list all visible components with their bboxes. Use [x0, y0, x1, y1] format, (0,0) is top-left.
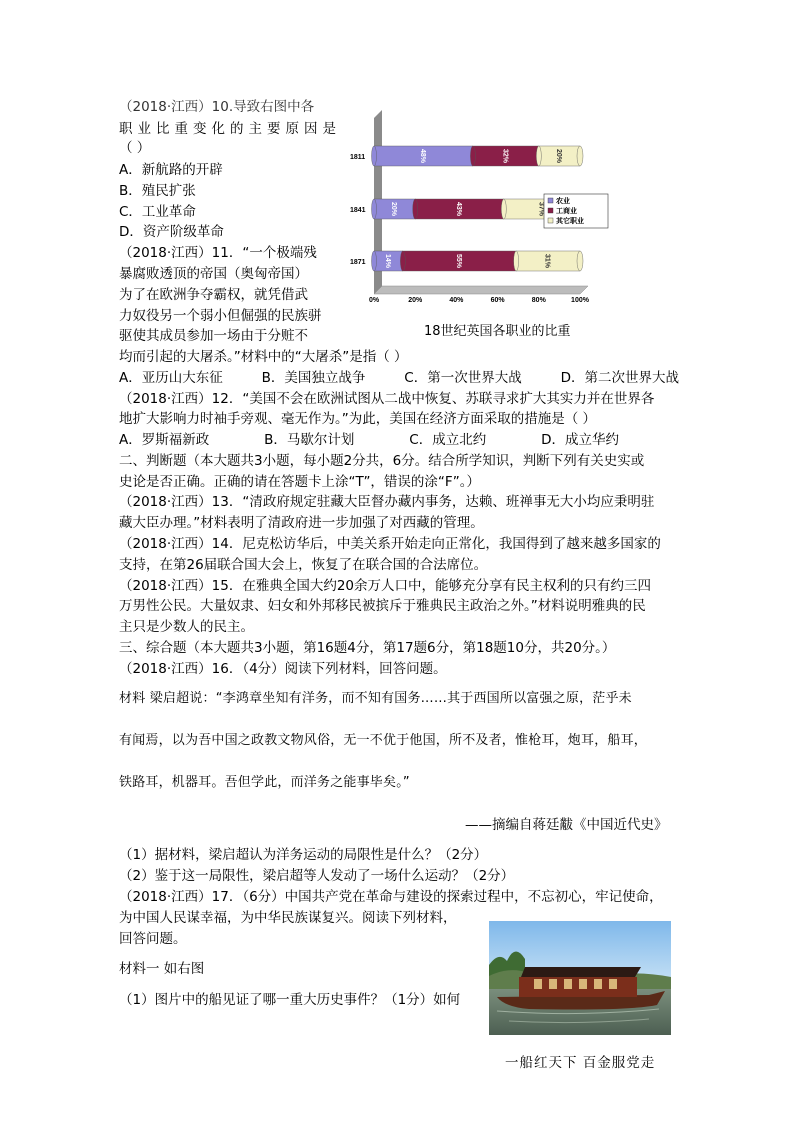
- bar-segment-cap: [400, 251, 405, 271]
- legend-label: 农业: [556, 198, 570, 205]
- q16-material-line2: 有闻焉，以为吾中国之政教文物风俗，无一不优于他国，所不及者，惟枪耳，炮耳，船耳，: [119, 733, 648, 748]
- bar-segment-cap: [372, 146, 377, 166]
- legend-swatch: [548, 198, 553, 203]
- bar-value-label: 43%: [454, 201, 462, 217]
- bar-value-label: 55%: [454, 253, 462, 269]
- q14-line1: （2018·江西）14．尼克松访华后，中美关系开始走向正常化，我国得到了越来越多国家的: [119, 536, 661, 552]
- q12-option-a: A．罗斯福新政: [119, 432, 210, 448]
- q12-option-c: C．成立北约: [409, 432, 487, 448]
- q10-option-b: B．殖民扩张: [119, 183, 196, 199]
- q13-line2: 藏大臣办理。”材料表明了清政府进一步加强了对西藏的管理。: [119, 515, 484, 531]
- q16-material-line3: 铁路耳，机器耳。吾但学此，而洋务之能事毕矣。”: [119, 775, 410, 790]
- chart-floor: [374, 286, 588, 294]
- q10-option-d: D．资产阶级革命: [119, 224, 224, 240]
- q10-line2: 职业比重变化的主要原因是: [119, 121, 341, 137]
- bar-value-label: 14%: [383, 253, 391, 269]
- bar-value-label: 20%: [554, 148, 562, 164]
- category-label: 1841: [350, 207, 366, 214]
- x-tick-label: 60%: [490, 297, 505, 304]
- q11-line6: 均而引起的大屠杀。”材料中的“大屠杀”是指（ ）: [119, 349, 408, 365]
- category-label: 1811: [350, 154, 366, 161]
- chart-x-ticks: [369, 297, 590, 304]
- q11-line2: 暴腐败透顶的帝国（奥匈帝国）: [119, 266, 308, 282]
- red-boat-photo: [489, 921, 671, 1035]
- bar-end-cap: [577, 146, 583, 166]
- x-tick-label: 40%: [449, 297, 464, 304]
- q11-option-b: B．美国独立战争: [261, 370, 366, 386]
- bar-segment-cap: [514, 251, 519, 271]
- q17-line2: 为中国人民谋幸福，为中华民族谋复兴。阅读下列材料，: [119, 910, 457, 926]
- legend-label: 工商业: [556, 208, 577, 215]
- occupation-chart: [348, 106, 610, 304]
- bar-end-cap: [577, 251, 583, 271]
- bar-segment-cap: [470, 146, 475, 166]
- legend-swatch: [548, 208, 553, 213]
- q11-options: [119, 368, 679, 388]
- q16-line1: （2018·江西）16．（4分）阅读下列材料，回答问题。: [119, 661, 447, 677]
- q14-line2: 支持，在第26届联合国大会上，恢复了在联合国的合法席位。: [119, 557, 488, 573]
- chart-title: 18世纪英国各职业的比重: [424, 324, 571, 339]
- bar-value-label: 37%: [537, 201, 545, 217]
- section3-line1: 三、综合题（本大题共3小题，第16题4分，第17题6分，第18题10分，共20分。）: [119, 640, 616, 656]
- q16-source: ——摘编自蒋廷黻《中国近代史》: [465, 817, 668, 833]
- q11-option-d: D．第二次世界大战: [560, 370, 679, 386]
- bar-value-label: 20%: [390, 201, 398, 217]
- bar-segment-cap: [501, 199, 506, 219]
- category-label: 1871: [350, 259, 366, 266]
- x-tick-label: 100%: [571, 297, 589, 304]
- q10-line1: （2018·江西）10.导致右图中各: [119, 99, 315, 115]
- q11-line4: 力奴役另一个弱小但倔强的民族骈: [119, 308, 322, 324]
- q12-option-d: D．成立华约: [541, 432, 619, 448]
- legend-swatch: [548, 218, 553, 223]
- x-tick-label: 0%: [368, 297, 380, 304]
- q17-line3: 回答问题。: [119, 931, 187, 947]
- bar-segment-cap: [413, 199, 418, 219]
- legend-label: 其它职业: [556, 218, 584, 225]
- section2-line1: 二、判断题（本大题共3小题，每小题2分共，6分。结合所学知识，判断下列有关史实或: [119, 453, 645, 469]
- q16-sub2: （2）鉴于这一局限性，梁启超等人发动了一场什么运动？（2分）: [119, 868, 515, 884]
- photo-caption: 一船红天下 百金服党走: [505, 1055, 656, 1071]
- q11-option-a: A．亚历山大东征: [119, 370, 223, 386]
- bar-segment-cap: [372, 251, 377, 271]
- q10-option-a: A．新航路的开辟: [119, 162, 223, 178]
- x-tick-label: 80%: [531, 297, 546, 304]
- q16-material-line1: 材料 梁启超说：“李鸿章坐知有洋务，而不知有国务……其于西国所以富强之原，茫乎未: [119, 691, 632, 706]
- q12-line1: （2018·江西）12．“美国不会在欧洲试图从二战中恢复、苏联寻求扩大其实力并在世界各: [119, 391, 655, 407]
- bar-value-label: 31%: [543, 253, 551, 269]
- q15-line2: 万男性公民。大量奴隶、妇女和外邦移民被摈斥于雅典民主政治之外。”材料说明雅典的民: [119, 598, 646, 614]
- section2-line2: 史论是否正确。正确的请在答题卡上涂“T”，错误的涂“F”。）: [119, 474, 480, 490]
- q11-line3: 为了在欧洲争夺霸权，就凭借武: [119, 287, 308, 303]
- q13-line1: （2018·江西）13．“清政府规定驻藏大臣督办藏内事务，达赖、班禅事无大小均应秉明驻: [119, 494, 655, 510]
- q11-line1: （2018·江西）11．“一个极端残: [119, 245, 317, 261]
- q12-option-b: B．马歇尔计划: [264, 432, 355, 448]
- bar-value-label: 48%: [418, 148, 426, 164]
- q11-line5: 驱使其成员参加一场由于分赃不: [119, 328, 308, 344]
- q17-sub1: （1）图片中的船见证了哪一重大历史事件？（1分）如何: [119, 992, 461, 1008]
- q16-sub1: （1）据材料，梁启超认为洋务运动的局限性是什么？（2分）: [119, 847, 488, 863]
- q17-line1: （2018·江西）17．（6分）中国共产党在革命与建设的探索过程中，不忘初心，牢记使命，: [119, 889, 663, 905]
- q17-material-label: 材料一 如右图: [119, 961, 205, 977]
- q15-line3: 主只是少数人的民主。: [119, 619, 254, 635]
- q15-line1: （2018·江西）15．在雅典全国大约20余万人口中，能够充分享有民主权利的只有约三四: [119, 578, 652, 594]
- bar-value-label: 32%: [501, 148, 509, 164]
- bar-segment-cap: [536, 146, 541, 166]
- q12-options: [119, 430, 619, 450]
- q11-option-c: C．第一次世界大战: [404, 370, 522, 386]
- chart-legend: [544, 194, 608, 228]
- q12-line2: 地扩大影响力时袖手旁观、毫无作为。”为此，美国在经济方面采取的措施是（ ）: [119, 411, 597, 427]
- q10-option-c: C．工业革命: [119, 204, 196, 220]
- x-tick-label: 20%: [408, 297, 423, 304]
- bar-segment-cap: [372, 199, 377, 219]
- q10-line3: （ ）: [119, 140, 151, 156]
